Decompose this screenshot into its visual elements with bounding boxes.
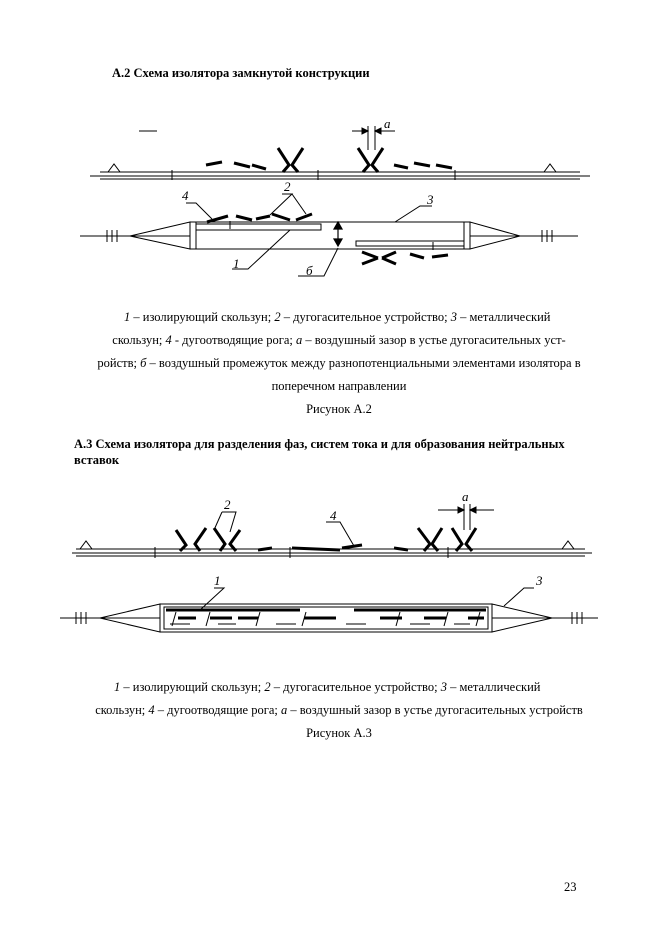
a3-label-1: 1 [214,573,221,588]
a2-label-1: 1 [233,256,240,271]
a2-label-a: а [384,116,391,131]
a3-label-4: 4 [330,508,337,523]
a2-label-3: 3 [427,192,434,207]
figure-a2-legend: 1 – изолирующий скользун; 2 – дугогасительное устройство; 3 – металлический скользун; 4 - дугоотводящие рога; а – воздушный зазор в устье дугогасительных уст- ройств; б – воздушный промежуток между разнопотенциальными элементами изолятора в поперечном направлении [97,310,581,393]
section-a2-heading: А.2 Схема изолятора замкнутой конструкции [112,66,370,80]
section-a3-heading: А.3 Схема изолятора для разделения фаз, систем тока и для образования нейтральных вставок [74,437,565,467]
a2-top-horns [206,148,452,172]
a3-label-a: а [462,489,469,504]
figure-a2-caption: Рисунок А.2 [306,402,372,416]
a3-label-3: 3 [536,573,543,588]
a2-top-view [90,131,590,180]
a2-label-b: б [306,263,313,278]
figure-a2-diagram [0,100,661,290]
page-number: 23 [564,880,577,894]
a3-top-horns [176,528,476,551]
figure-a3-diagram [0,480,661,640]
a2-bottom-view [80,221,578,250]
a2-label-4: 4 [182,188,189,203]
a3-bottom-bars [166,610,486,618]
a3-label-2: 2 [224,497,231,512]
figure-a3-caption: Рисунок А.3 [306,726,372,740]
figure-a3-legend: 1 – изолирующий скользун; 2 – дугогасительное устройство; 3 – металлический скользун; 4 – дугоотводящие рога; а – воздушный зазор в устье дугогасительных устройств [95,680,583,717]
a3-gap-a-marker [438,504,494,530]
a2-label-2: 2 [284,179,291,194]
a2-gap-b-arrow [334,222,342,246]
